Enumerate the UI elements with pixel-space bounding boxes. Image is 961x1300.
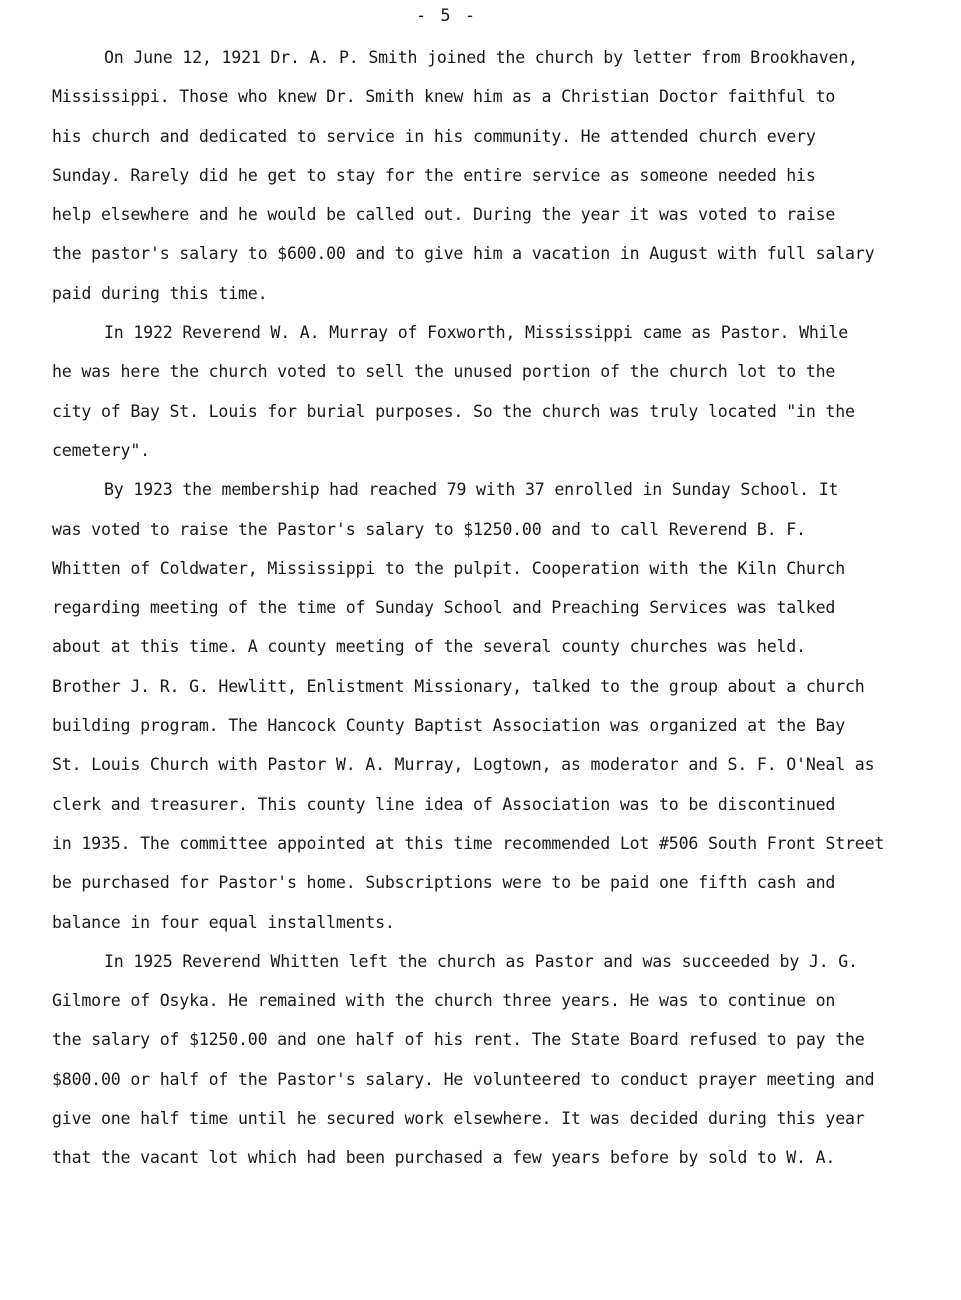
text-line: clerk and treasurer. This county line idea of Association was to be discontinued (52, 794, 836, 814)
text-line: By 1923 the membership had reached 79 with 37 enrolled in Sunday School. It (104, 480, 839, 500)
text-line: building program. The Hancock County Baptist Association was organized at the Bay (52, 716, 846, 736)
document-body (52, 38, 922, 1178)
text-line: Gilmore of Osyka. He remained with the church three years. He was to continue on (52, 991, 836, 1011)
text-line: Mississippi. Those who knew Dr. Smith knew him as a Christian Doctor faithful to (52, 87, 836, 107)
text-line: paid during this time. (52, 283, 268, 303)
text-line: help elsewhere and he would be called out. During the year it was voted to raise (52, 205, 836, 225)
text-line: Whitten of Coldwater, Mississippi to the pulpit. Cooperation with the Kiln Church (52, 558, 846, 578)
text-line: be purchased for Pastor's home. Subscriptions were to be paid one fifth cash and (52, 873, 836, 893)
text-line: $800.00 or half of the Pastor's salary. He volunteered to conduct prayer meeting and (52, 1069, 875, 1089)
text-line: in 1935. The committee appointed at this time recommended Lot #506 South Front Street (52, 833, 885, 853)
text-line: city of Bay St. Louis for burial purposes. So the church was truly located "in the (52, 401, 855, 421)
text-line: regarding meeting of the time of Sunday School and Preaching Services was talked (52, 598, 836, 618)
text-line: he was here the church voted to sell the unused portion of the church lot to the (52, 362, 836, 382)
text-line: cemetery". (52, 440, 150, 460)
text-line: about at this time. A county meeting of the several county churches was held. (52, 637, 806, 657)
text-line: On June 12, 1921 Dr. A. P. Smith joined the church by letter from Brookhaven, (104, 48, 858, 67)
text-line: give one half time until he secured work elsewhere. It was decided during this year (52, 1109, 865, 1129)
page-number: - 5 - (415, 6, 478, 26)
text-line: was voted to raise the Pastor's salary to $1250.00 and to call Reverend B. F. (52, 519, 806, 539)
text-line: that the vacant lot which had been purchased a few years before by sold to W. A. (52, 1148, 836, 1168)
text-line: balance in four equal installments. (52, 912, 395, 932)
text-line: the salary of $1250.00 and one half of his rent. The State Board refused to pay the (52, 1030, 865, 1050)
text-line: Brother J. R. G. Hewlitt, Enlistment Missionary, talked to the group about a church (52, 676, 865, 696)
text-line: the pastor's salary to $600.00 and to give him a vacation in August with full salary (52, 244, 875, 264)
text-line: St. Louis Church with Pastor W. A. Murray, Logtown, as moderator and S. F. O'Neal as (52, 755, 875, 775)
text-line: In 1925 Reverend Whitten left the church as Pastor and was succeeded by J. G. (104, 951, 858, 971)
text-line: In 1922 Reverend W. A. Murray of Foxworth, Mississippi came as Pastor. While (104, 323, 849, 343)
text-line: his church and dedicated to service in his community. He attended church every (52, 126, 816, 146)
text-line: Sunday. Rarely did he get to stay for the entire service as someone needed his (52, 165, 816, 185)
